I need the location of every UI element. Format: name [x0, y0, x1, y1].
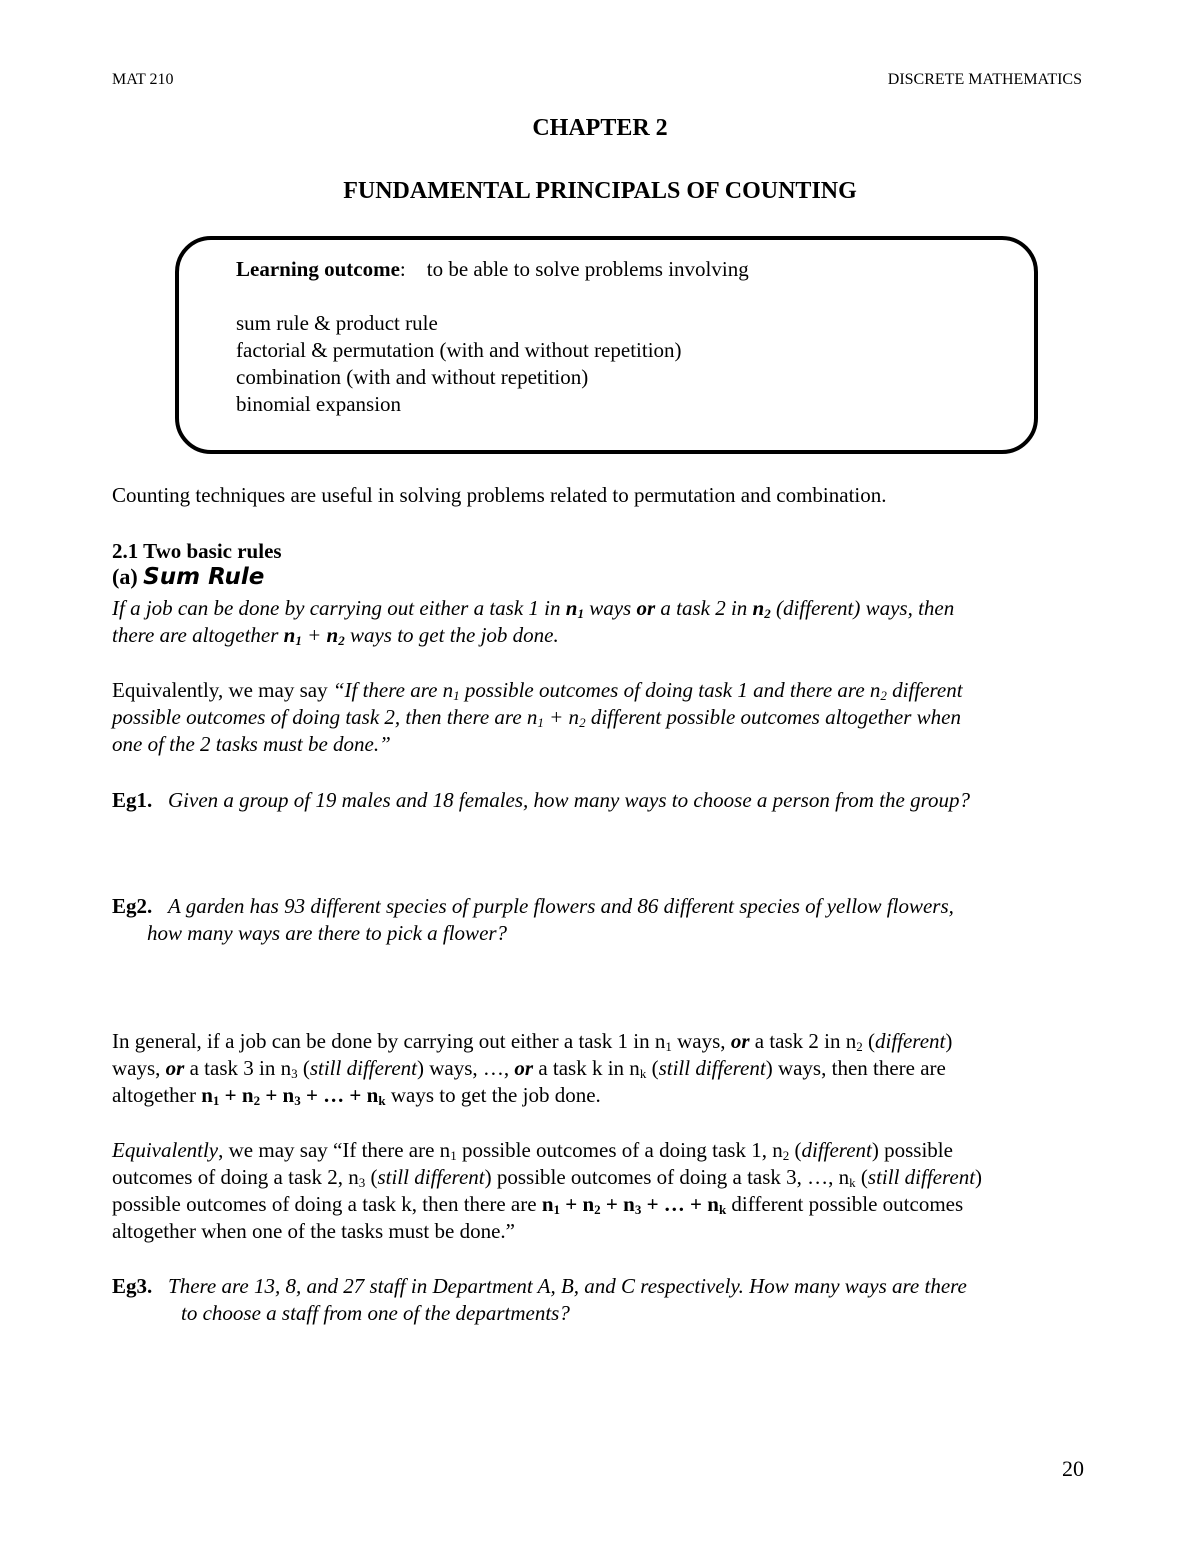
example-3-line1: There are 13, 8, and 27 staff in Department A, B, and C respectively. How many ways are there	[168, 1274, 967, 1298]
learning-outcome-label: Learning outcome	[236, 257, 400, 281]
general-equivalent-statement: Equivalently, we may say “If there are $n_1$ possible outcomes of a doing task 1, $n_2$ (different) possible outcomes of doing a task 2, $n_3$ (still different) possible outcomes of doing a task 3, …, $n_k$ (still different) possible outcomes of doing a task k, then there are $n_1 + n_2 + n_3$ + … + $n_k$ different possible outcomes altogether when one of the tasks must be done.”	[112, 1138, 983, 1243]
sum-rule-title: Sum Rule	[143, 564, 265, 590]
outcome-item: sum rule & product rule	[236, 311, 438, 335]
example-2-line2: how many ways are there to pick a flower?	[147, 921, 508, 945]
course-name: DISCRETE MATHEMATICS	[887, 71, 1082, 88]
section-heading: 2.1 Two basic rules	[112, 539, 282, 563]
example-3	[112, 1273, 967, 1300]
example-1	[112, 787, 970, 814]
example-2-line1: A garden has 93 different species of purple flowers and 86 different species of yellow flowers,	[168, 894, 954, 918]
example-1-text: Given a group of 19 males and 18 females, how many ways to choose a person from the group?	[168, 788, 971, 812]
learning-outcome-heading: Learning outcome: to be able to solve problems involving	[236, 257, 749, 281]
example-1-label: Eg1.	[112, 788, 153, 812]
equivalent-statement: Equivalently, we may say “If there are $n_1$ possible outcomes of doing task 1 and there are $n_2$ different possible outcomes of doing task 2, then there are $n_1 + n_2$ different possible outcomes altogether when one of the 2 tasks must be done.”	[112, 678, 963, 756]
subsection-label: (a)	[112, 564, 138, 589]
subsection-heading	[112, 564, 264, 590]
chapter-heading: CHAPTER 2	[532, 115, 668, 141]
outcome-item: binomial expansion	[236, 392, 402, 416]
sum-rule-definition: If a job can be done by carrying out either a task 1 in $n_1$ ways or a task 2 in $n_2$ (different) ways, then there are altogether $n_1 + n_2$ ways to get the job done.	[112, 596, 955, 648]
example-3-label: Eg3.	[112, 1274, 153, 1298]
example-3-line2: to choose a staff from one of the departments?	[181, 1301, 570, 1325]
outcome-item: factorial & permutation (with and without repetition)	[236, 338, 682, 362]
general-sum-rule: In general, if a job can be done by carrying out either a task 1 in $n_1$ ways, or a task 2 in $n_2$ (different) ways, or a task 3 in $n_3$ (still different) ways, …, or a task k in $n_k$ (still different) ways, then there are altogether $n_1 + n_2 + n_3$ + … + $n_k$ ways to get the job done.	[112, 1029, 953, 1108]
page-title: FUNDAMENTAL PRINCIPALS OF COUNTING	[343, 178, 857, 204]
page-number: 20	[1062, 1456, 1084, 1481]
intro-paragraph: Counting techniques are useful in solving problems related to permutation and combination.	[112, 483, 887, 507]
example-2-label: Eg2.	[112, 894, 153, 918]
example-2	[112, 893, 954, 920]
outcome-item: combination (with and without repetition)	[236, 365, 589, 389]
learning-outcome-intro: to be able to solve problems involving	[426, 257, 749, 281]
course-code: MAT 210	[112, 71, 174, 88]
